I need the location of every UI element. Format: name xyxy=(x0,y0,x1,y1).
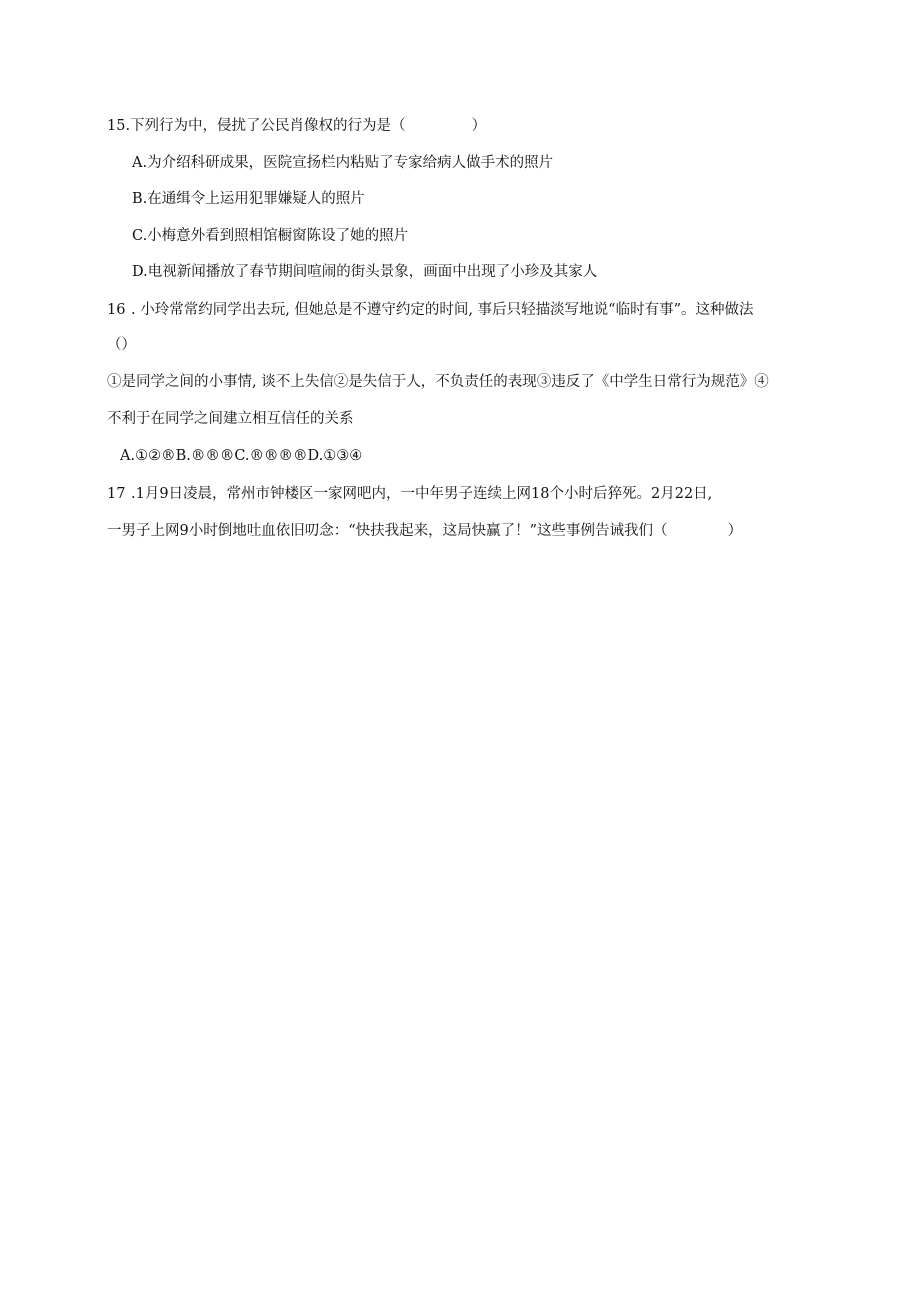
q16-stem: . 小玲常常约同学出去玩, 但她总是不遵守约定的时间, 事后只轻描淡写地说“临时有事”。这种做法 xyxy=(131,302,754,318)
q17-stem-line2 xyxy=(107,521,742,541)
q16-stem-line xyxy=(107,300,753,320)
q17-stem-close: ） xyxy=(727,523,743,539)
q15-stem-line xyxy=(107,116,486,136)
q15-option-c: C.小梅意外看到照相馆橱窗陈设了她的照片 xyxy=(132,228,409,244)
q15-option-b: B.在通缉令上运用犯罪嫌疑人的照片 xyxy=(132,191,365,207)
q15-stem-close: ） xyxy=(471,118,487,134)
q17-stem-line2-text: 一男子上网9小时倒地吐血依旧叨念：“快扶我起来，这局快赢了！”这些事例告诫我们（ xyxy=(107,523,668,539)
q17-stem-line1-text: .1月9日凌晨，常州市钟楼区一家网吧内，一中年男子连续上网18个小时后猝死。2月22日, xyxy=(131,486,713,502)
q17-stem-line1 xyxy=(107,484,712,504)
q16-number: 16 xyxy=(107,302,126,318)
q17-number: 17 xyxy=(107,486,126,502)
q16-statements-line2: 不利于在同学之间建立相互信任的关系 xyxy=(107,411,354,427)
q15-stem: 15.下列行为中，侵扰了公民肖像权的行为是（ xyxy=(107,118,406,134)
q15-option-d: D.电视新闻播放了春节期间喧闹的街头景象，画面中出现了小珍及其家人 xyxy=(132,264,598,280)
q16-options: A.①②®B.®®®C.®®®®D.①③④ xyxy=(120,448,363,464)
q16-statements-line1: ①是同学之间的小事情, 谈不上失信②是失信于人，不负责任的表现③违反了《中学生日常行为规范》④ xyxy=(107,374,769,390)
q16-paren: （） xyxy=(107,337,136,353)
q15-option-a: A.为介绍科研成果，医院宣扬栏内粘贴了专家给病人做手术的照片 xyxy=(132,155,554,171)
